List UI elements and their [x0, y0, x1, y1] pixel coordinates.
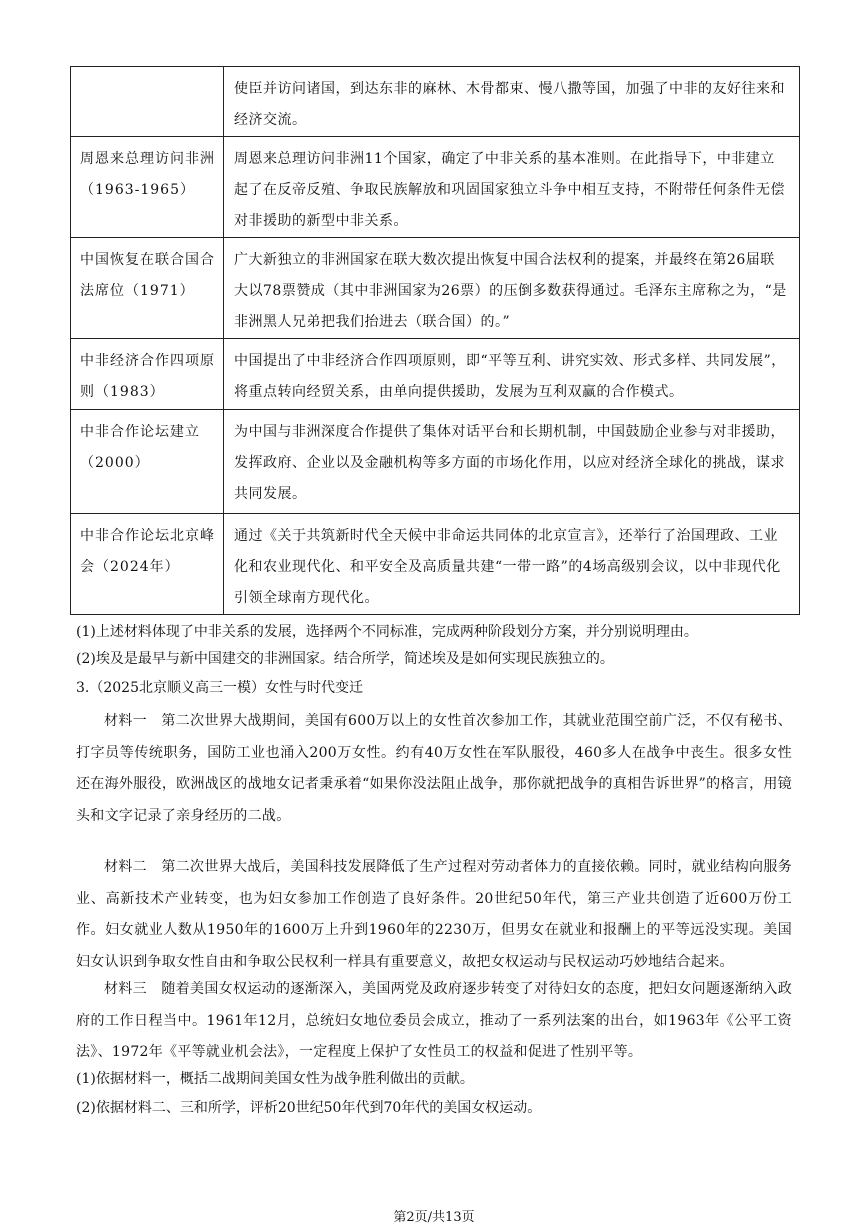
question-3-1: (1)依据材料一，概括二战期间美国女性为战争胜利做出的贡献。	[76, 1071, 474, 1087]
event-label-cell	[71, 67, 224, 137]
event-content-cell: 为中国与非洲深度合作提供了集体对话平台和长期机制，中国鼓励企业参与对非援助，发挥政府、企业以及金融机构等多方面的市场化作用，以应对经济全球化的挑战，谋求共同发展。	[224, 410, 800, 514]
event-label-cell: 中非经济合作四项原则（1983）	[71, 339, 224, 410]
event-content-cell: 通过《关于共筑新时代全天候中非命运共同体的北京宣言》，还举行了治国理政、工业化和农业现代化、和平安全及高质量共建“一带一路”的4场高级别会议，以中非现代化引领全球南方现代化。	[224, 514, 800, 615]
table-row	[71, 67, 800, 137]
question-3-heading: 3.（2025北京顺义高三一模）女性与时代变迁	[76, 680, 363, 696]
material-2: 材料二 第二次世界大战后，美国科技发展降低了生产过程对劳动者体力的直接依赖。同时，就业结构向服务业、高新技术产业转变，也为妇女参加工作创造了良好条件。20世纪50年代，第三产业共创造了近600万份工作。妇女就业人数从1950年的1600万上升到1960年的2230万，但男女在就业和报酬上的平等远没实现。美国妇女认识到争取女性自由和争取公民权利一样具有重要意义，故把女权运动与民权运动巧妙地结合起来。	[76, 859, 792, 971]
material-3: 材料三 随着美国女权运动的逐渐深入，美国两党及政府逐步转变了对待妇女的态度，把妇女问题逐渐纳入政府的工作日程当中。1961年12月，总统妇女地位委员会成立，推动了一系列法案的出台，如1963年《公平工资法》、1972年《平等就业机会法》，一定程度上保护了女性员工的权益和促进了性别平等。	[76, 981, 792, 1061]
history-events-table	[70, 66, 800, 615]
event-content-cell: 使臣并访问诸国，到达东非的麻林、木骨都束、慢八撒等国，加强了中非的友好往来和经济交流。	[224, 67, 800, 137]
question-2-2: (2)埃及是最早与新中国建交的非洲国家。结合所学，简述埃及是如何实现民族独立的。	[76, 651, 614, 667]
page-number: 第2页/共13页	[393, 1210, 475, 1225]
event-content-cell: 中国提出了中非经济合作四项原则，即“平等互利、讲究实效、形式多样、共同发展”，将重点转向经贸关系，由单向提供援助，发展为互利双赢的合作模式。	[224, 339, 800, 410]
table-row	[71, 410, 800, 514]
event-label-cell: 中非合作论坛建立（2000）	[71, 410, 224, 514]
question-2-1: (1)上述材料体现了中非关系的发展，选择两个不同标准，完成两种阶段划分方案，并分别说明理由。	[76, 624, 698, 640]
event-label-cell: 中国恢复在联合国合法席位（1971）	[71, 238, 224, 339]
table-row	[71, 137, 800, 238]
table-row	[71, 514, 800, 615]
event-label-cell: 中非合作论坛北京峰会（2024年）	[71, 514, 224, 615]
material-1: 材料一 第二次世界大战期间，美国有600万以上的女性首次参加工作，其就业范围空前广泛，不仅有秘书、打字员等传统职务，国防工业也涌入200万女性。约有40万女性在军队服役，460多人在战争中丧生。很多女性还在海外服役，欧洲战区的战地女记者秉承着“如果你没法阻止战争，那你就把战争的真相告诉世界”的格言，用镜头和文字记录了亲身经历的二战。	[76, 713, 792, 825]
table-row	[71, 339, 800, 410]
table-row	[71, 238, 800, 339]
event-content-cell: 广大新独立的非洲国家在联大数次提出恢复中国合法权利的提案，并最终在第26届联大以78票赞成（其中非洲国家为26票）的压倒多数获得通过。毛泽东主席称之为，“是非洲黑人兄弟把我们抬进去（联合国）的。”	[224, 238, 800, 339]
event-label-cell: 周恩来总理访问非洲（1963-1965）	[71, 137, 224, 238]
question-3-2: (2)依据材料二、三和所学，评析20世纪50年代到70年代的美国女权运动。	[76, 1100, 542, 1116]
event-content-cell: 周恩来总理访问非洲11个国家，确定了中非关系的基本准则。在此指导下，中非建立起了在反帝反殖、争取民族解放和巩固国家独立斗争中相互支持，不附带任何条件无偿对非援助的新型中非关系。	[224, 137, 800, 238]
